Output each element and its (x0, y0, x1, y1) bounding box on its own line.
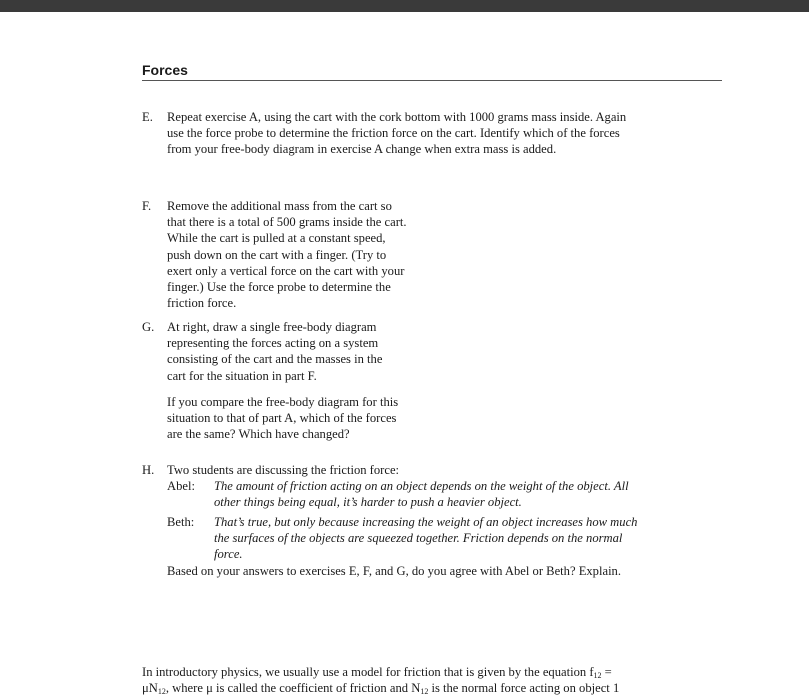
exercise-e-line: from your free-body diagram in exercise A change when extra mass is added. (167, 142, 557, 157)
subscript: 12 (593, 671, 602, 680)
footer-line-2 (142, 680, 619, 696)
exercise-f-label: F. (142, 199, 152, 213)
beth-line: the surfaces of the objects are squeezed together. Friction depends on the normal (214, 531, 623, 546)
exercise-h (142, 462, 742, 582)
abel-name: Abel: (167, 479, 195, 493)
exercise-h-closing: Based on your answers to exercises E, F, and G, do you agree with Abel or Beth? Explain. (167, 564, 622, 578)
exercise-f-line: exert only a vertical force on the cart with your (167, 263, 405, 278)
footer-text: is the normal force acting on object 1 (428, 681, 620, 696)
exercise-g-label: G. (142, 320, 155, 334)
abel-statement (214, 478, 629, 510)
beth-name: Beth: (167, 515, 195, 529)
exercise-g-line: cart for the situation in part F. (167, 368, 317, 383)
friction-model-paragraph (142, 664, 619, 696)
exercise-g-line: situation to that of part A, which of the forces (167, 411, 397, 426)
exercise-f-line: friction force. (167, 296, 237, 311)
exercise-g-line: consisting of the cart and the masses in the (167, 352, 383, 367)
exercise-e-line: use the force probe to determine the friction force on the cart. Identify which of the forces (167, 126, 620, 141)
exercise-f-line: Remove the additional mass from the cart so (167, 199, 392, 213)
exercise-g-line: If you compare the free-body diagram for this (167, 394, 399, 409)
footer-line-1 (142, 664, 619, 680)
exercise-g (142, 319, 472, 444)
exercise-e (142, 109, 742, 159)
beth-line: force. (214, 547, 243, 562)
footer-text: = (601, 665, 612, 679)
header-rule (142, 80, 722, 81)
exercise-f (142, 198, 472, 313)
exercise-f-line: push down on the cart with a finger. (Try to (167, 247, 387, 262)
exercise-f-text (167, 198, 407, 311)
exercise-f-line: While the cart is pulled at a constant speed, (167, 231, 386, 246)
exercise-h-label: H. (142, 463, 155, 477)
top-bar (0, 0, 809, 12)
exercise-e-text (167, 109, 626, 158)
footer-text: μN (142, 681, 158, 696)
exercise-h-intro: Two students are discussing the friction force: (167, 463, 400, 477)
page-title: Forces (142, 62, 188, 78)
subscript: 12 (420, 687, 429, 697)
exercise-g-text (167, 319, 398, 442)
exercise-e-label: E. (142, 110, 153, 124)
exercise-f-line: finger.) Use the force probe to determine the (167, 280, 391, 295)
exercise-g-line: representing the forces acting on a system (167, 336, 379, 351)
beth-statement (214, 514, 637, 563)
abel-line: The amount of friction acting on an object depends on the weight of the object. All (214, 479, 629, 493)
footer-text: In introductory physics, we usually use a model for friction that is given by the equation f (142, 665, 594, 679)
exercise-g-line: are the same? Which have changed? (167, 427, 350, 442)
exercise-e-line: Repeat exercise A, using the cart with the cork bottom with 1000 grams mass inside. Again (167, 110, 627, 124)
exercise-g-line: At right, draw a single free-body diagram (167, 320, 377, 334)
footer-text: , where μ is called the coefficient of friction and N (165, 681, 421, 696)
abel-line: other things being equal, it’s harder to push a heavier object. (214, 495, 522, 510)
subscript: 12 (157, 687, 166, 697)
beth-line: That’s true, but only because increasing the weight of an object increases how much (214, 515, 638, 529)
exercise-f-line: that there is a total of 500 grams inside the cart. (167, 215, 407, 230)
